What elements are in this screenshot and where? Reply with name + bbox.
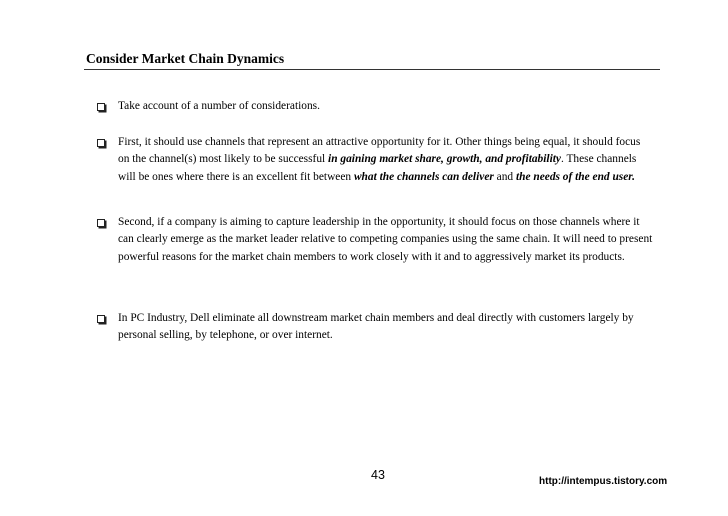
hollow-square-bullet-icon: [97, 219, 105, 227]
bullet-text-part: . These channels will be ones where there is an excellent fit between: [118, 153, 637, 183]
hollow-square-bullet-icon: [97, 315, 105, 323]
page-number: 43: [371, 468, 385, 482]
bullet-text: [118, 134, 654, 186]
emphasis-text: the needs of the end user.: [515, 170, 635, 183]
bullet-text-part: First, it should use channels that represent an attractive opportunity for it. Other things being equal, it should focus on the channel(s) most likely to be successful: [118, 136, 641, 166]
bullet-text-part: and: [493, 170, 516, 183]
bullet-text: Second, if a company is aiming to capture leadership in the opportunity, it should focus on those channels where it can clearly emerge as the market leader relative to competing companies using the same chain. It will need to present powerful reasons for the market chain members to work closely with it and to aggressively market its products.: [118, 216, 653, 263]
emphasis-text: in gaining market share, growth, and profitability: [328, 153, 561, 166]
hollow-square-bullet-icon: [97, 139, 105, 147]
slide-title: Consider Market Chain Dynamics: [86, 51, 285, 66]
footer-url[interactable]: http://intempus.tistory.com: [539, 476, 668, 487]
hollow-square-bullet-icon: [97, 103, 105, 111]
bullet-text: Take account of a number of considerations.: [118, 100, 320, 112]
title-divider: [84, 69, 660, 70]
emphasis-text: what the channels can deliver: [353, 170, 494, 183]
bullet-text: In PC Industry, Dell eliminate all downstream market chain members and deal directly with customers largely by personal selling, by telephone, or over internet.: [118, 312, 634, 342]
